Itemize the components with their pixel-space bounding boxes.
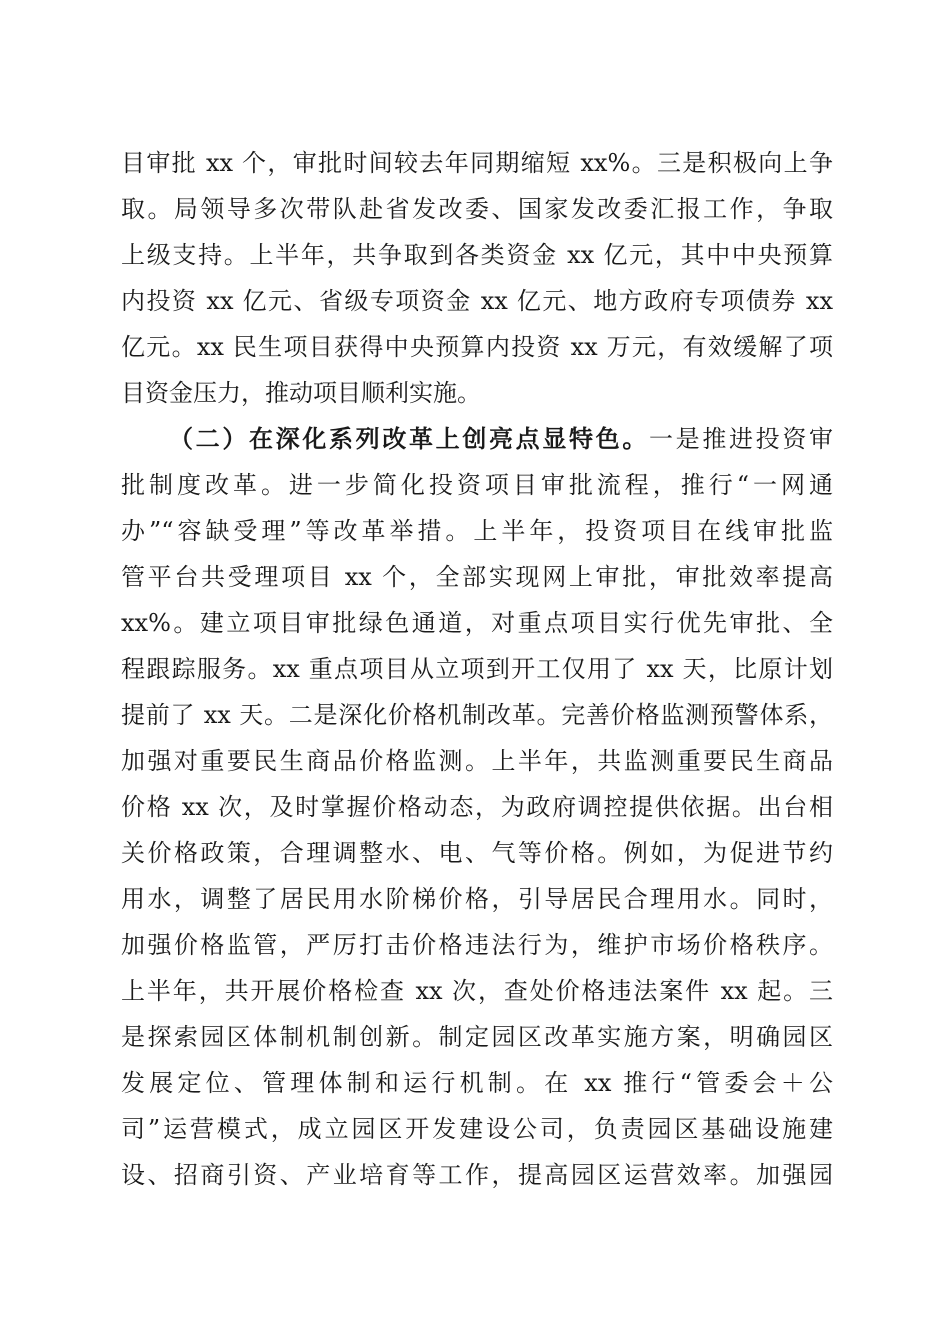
paragraph-1-line: 内投资 xx 亿元、省级专项资金 xx 亿元、地方政府专项债券 xx: [121, 287, 833, 315]
paragraph-2-line: 用水，调整了居民用水阶梯价格，引导居民合理用水。同时，: [121, 885, 833, 913]
paragraph-2-line: 管平台共受理项目 xx 个，全部实现网上审批，审批效率提高: [121, 563, 833, 591]
paragraph-2-line: 关价格政策，合理调整水、电、气等价格。例如，为促进节约: [121, 839, 833, 867]
paragraph-2-first-line: [121, 416, 833, 462]
paragraph-1-line: 上级支持。上半年，共争取到各类资金 xx 亿元，其中中央预算: [121, 241, 833, 269]
paragraph-2-line: 发展定位、管理体制和运行机制。在 xx 推行“管委会＋公: [121, 1069, 833, 1097]
section-heading: （二）在深化系列改革上创亮点显特色。: [169, 424, 649, 453]
paragraph-2-line: 办”“容缺受理”等改革举措。上半年，投资项目在线审批监: [121, 517, 833, 545]
paragraph-2-line: 提前了 xx 天。二是深化价格机制改革。完善价格监测预警体系，: [121, 701, 833, 729]
paragraph-2-line: 上半年，共开展价格检查 xx 次，查处价格违法案件 xx 起。三: [121, 977, 833, 1005]
paragraph-2-line: 价格 xx 次，及时掌握价格动态，为政府调控提供依据。出台相: [121, 793, 833, 821]
paragraph-2-first-line-text: 一是推进投资审: [649, 425, 833, 453]
paragraph-2-line: 加强价格监管，严厉打击价格违法行为，维护市场价格秩序。: [121, 931, 833, 959]
paragraph-1-line: 目审批 xx 个，审批时间较去年同期缩短 xx%。三是积极向上争: [121, 149, 833, 177]
paragraph-1-line: 目资金压力，推动项目顺利实施。: [121, 379, 481, 407]
paragraph-2-line: 批制度改革。进一步简化投资项目审批流程，推行“一网通: [121, 471, 833, 499]
paragraph-1-line: 亿元。xx 民生项目获得中央预算内投资 xx 万元，有效缓解了项: [121, 333, 833, 361]
paragraph-2-line: xx%。建立项目审批绿色通道，对重点项目实行优先审批、全: [121, 609, 833, 637]
paragraph-2-line: 加强对重要民生商品价格监测。上半年，共监测重要民生商品: [121, 747, 833, 775]
paragraph-1: [121, 140, 833, 416]
paragraph-2-line: 设、招商引资、产业培育等工作，提高园区运营效率。加强园: [121, 1161, 833, 1189]
paragraph-2-line: 是探索园区体制机制创新。制定园区改革实施方案，明确园区: [121, 1023, 833, 1051]
paragraph-1-line: 取。局领导多次带队赴省发改委、国家发改委汇报工作，争取: [121, 195, 833, 223]
paragraph-2: [121, 416, 833, 1198]
paragraph-2-line: 程跟踪服务。xx 重点项目从立项到开工仅用了 xx 天，比原计划: [121, 655, 833, 683]
paragraph-2-line: 司”运营模式，成立园区开发建设公司，负责园区基础设施建: [121, 1115, 833, 1143]
